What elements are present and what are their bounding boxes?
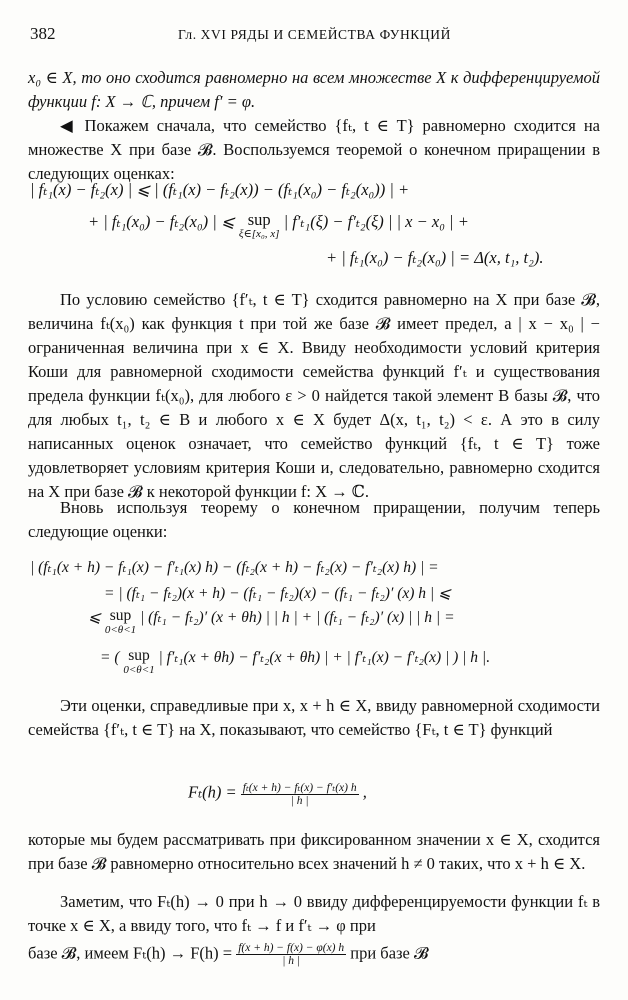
eq1-sup-word: sup <box>247 210 271 229</box>
eq3-numerator: fₜ(x + h) − fₜ(x) − f′ₜ(x) h <box>242 782 357 794</box>
paragraph-cauchy: По условию семейство {f′ₜ, t ∈ T} сходится равномерно на X при базе 𝓑, величина fₜ(x₀) как функция t при той же базе 𝓑 имеет предел, а | x − x₀ | − ограниченная величина при x ∈ X. Ввиду необходимости условий критерия Коши для равномерной сходимости семейства функций f′ₜ и существования предела функции fₜ(x₀), для любого ε > 0 найдется такой элемент B базы 𝓑, что для любых t₁, t₂ ∈ B и любого x ∈ X будет Δ(x, t₁, t₂) < ε. А это в силу написанных оценок означает, что семейство функций {fₜ, t ∈ T} тоже удовлетворяет условиям критерия Коши и, следовательно, равномерно сходится на X при базе 𝓑 к некоторой функции f: X → ℂ. <box>28 290 600 501</box>
eq1-sup-operator <box>239 212 280 242</box>
eq1-sup-subscript: ξ∈[x₀, x] <box>238 228 280 240</box>
eq2-line4 <box>100 648 490 678</box>
eq3-lhs: Fₜ(h) = <box>188 782 237 802</box>
eq1-line2 <box>88 212 469 242</box>
eq1-line2-left: + | fₜ₁(x₀) − fₜ₂(x₀) | ⩽ <box>88 212 235 231</box>
eq2-sup-word-1: sup <box>109 607 132 624</box>
eq3-fraction <box>241 780 359 807</box>
paragraph-proof-start: ◀ Покажем сначала, что семейство {fₜ, t ∈ T} равномерно сходится на множестве X при базе 𝓑. Воспользуемся теоремой о конечном приращении в следующих оценках: <box>28 116 600 183</box>
eq2-line4-left: = ( <box>100 649 120 666</box>
eq2-line1: | (fₜ₁(x + h) − fₜ₁(x) − f′ₜ₁(x) h) − (fₜ₂(x + h) − fₜ₂(x) − f′ₜ₂(x) h) | = <box>30 559 439 576</box>
last-line-fraction <box>236 942 346 967</box>
paragraph-uniform-h: которые мы будем рассматривать при фиксированном значении x ∈ X, сходится при базе 𝓑 равномерно относительно всех значений h ≠ 0 таких, что x + h ∈ X. <box>28 830 600 873</box>
eq2-sup-subscript-2: 0<θ<1 <box>123 664 155 676</box>
eq2-sup-operator-2 <box>123 648 154 678</box>
eq1-line3: + | fₜ₁(x₀) − fₜ₂(x₀) | = Δ(x, t₁, t₂). <box>326 248 544 267</box>
eq1-line2-right: | f′ₜ₁(ξ) − f′ₜ₂(ξ) | | x − x₀ | + <box>283 212 469 231</box>
eq2-line3 <box>88 608 455 638</box>
paragraph-remark: Заметим, что Fₜ(h) → 0 при h → 0 ввиду дифференцируемости функции fₜ в точке x ∈ X, а ввиду того, что fₜ → f и f′ₜ → φ при <box>28 892 600 935</box>
eq2-sup-operator-1 <box>105 608 136 638</box>
eq1-line1: | fₜ₁(x) − fₜ₂(x) | ⩽ | (fₜ₁(x) − fₜ₂(x)) − (fₜ₁(x₀) − fₜ₂(x₀)) | + <box>30 180 410 199</box>
last-line-right: при базе 𝓑 <box>350 943 429 963</box>
eq2-line3-right: | (fₜ₁ − fₜ₂)′ (x + θh) | | h | + | (fₜ₁ − fₜ₂)′ (x) | | h | = <box>140 609 455 626</box>
eq2-line4-right: | f′ₜ₁(x + θh) − f′ₜ₂(x + θh) | + | f′ₜ₁(x) − f′ₜ₂(x) | ) | h |. <box>158 649 491 666</box>
eq2-line2: = | (fₜ₁ − fₜ₂)(x + h) − (fₜ₁ − fₜ₂)(x) − (fₜ₁ − fₜ₂)′ (x) h | ⩽ <box>104 585 452 602</box>
page-header <box>28 24 600 44</box>
last-line-left: базе 𝓑, имеем Fₜ(h) → F(h) = <box>28 943 233 963</box>
paragraph-estimates-intro: Вновь используя теорему о конечном приращении, получим теперь следующие оценки: <box>28 498 600 541</box>
eq2-sup-word-2: sup <box>128 647 150 664</box>
running-title: Гл. XVI РЯДЫ И СЕМЕЙСТВА ФУНКЦИЙ <box>178 27 451 42</box>
page-number: 382 <box>30 24 56 43</box>
paragraph-family-F: Эти оценки, справедливые при x, x + h ∈ X, ввиду равномерной сходимости семейства {f′ₜ, t ∈ T} на X, показывают, что семейство {Fₜ, t ∈ T} функций <box>28 696 600 739</box>
eq2-line3-left: ⩽ <box>88 609 101 626</box>
last-line-denominator: | h | <box>282 955 301 967</box>
paragraph-theorem-end: x₀ ∈ X, то оно сходится равномерно на всем множестве X к дифференцируемой функции f: X → ℂ, причем f′ = φ. <box>28 68 600 111</box>
eq3-definition <box>188 780 367 807</box>
last-line-numerator: f(x + h) − f(x) − φ(x) h <box>238 942 345 954</box>
eq2-sup-subscript-1: 0<θ<1 <box>104 624 137 636</box>
eq3-denominator: | h | <box>290 795 309 807</box>
last-line <box>28 942 429 967</box>
eq3-comma: , <box>362 782 367 802</box>
